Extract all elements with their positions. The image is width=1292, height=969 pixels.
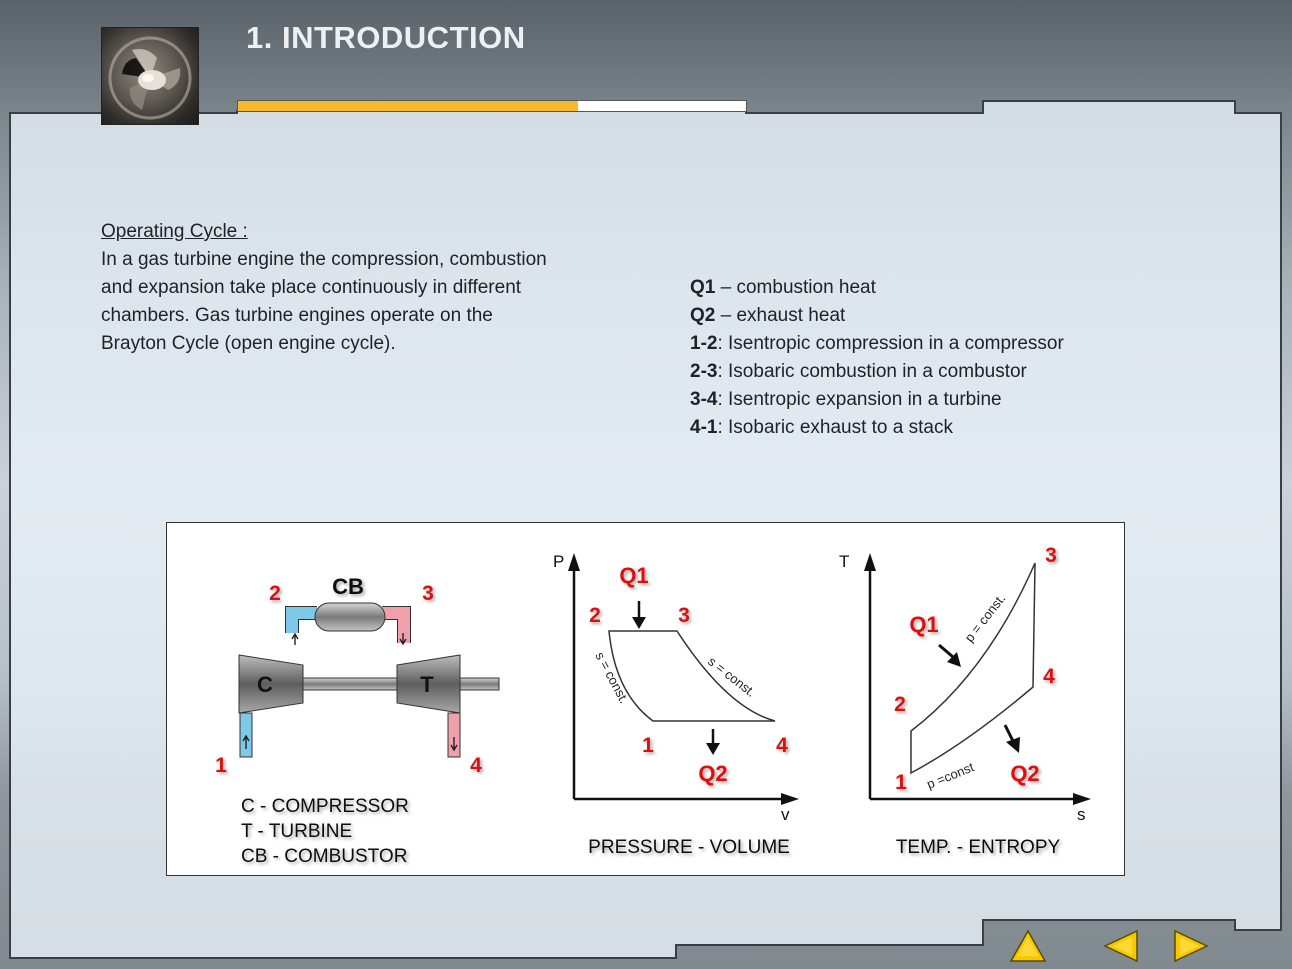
legend-item: Q1 – combustion heat (690, 277, 876, 298)
intro-line: chambers. Gas turbine engines operate on the (101, 305, 493, 326)
shaft (287, 678, 499, 690)
pv-axis-y: P (553, 552, 565, 571)
engine-point-3: 3 (422, 582, 434, 605)
ts-caption: TEMP. - ENTROPY (895, 837, 1061, 858)
pv-s-const-right: s = const. (705, 653, 759, 700)
up-arrow-icon[interactable] (1008, 928, 1048, 964)
engine-schematic (215, 574, 499, 867)
pv-q1-label: Q1 (619, 563, 649, 588)
engine-key-line: CB - COMBUSTOR (241, 846, 408, 867)
section-heading: Operating Cycle : (101, 221, 248, 242)
ts-point-4: 4 (1043, 665, 1055, 688)
legend-item: 1-2: Isentropic compression in a compressor (690, 333, 1064, 354)
ts-p-const-top: p = const. (961, 590, 1009, 645)
brayton-cycle-figure (166, 522, 1125, 876)
ts-q2-label: Q2 (1010, 761, 1040, 786)
combustor-label: CB (332, 574, 364, 599)
pv-axis-x: v (781, 805, 790, 824)
legend-item: 2-3: Isobaric combustion in a combustor (690, 361, 1027, 382)
engine-key-line: T - TURBINE (241, 821, 353, 842)
intro-line: In a gas turbine engine the compression, combustion (101, 249, 547, 270)
intro-line: Brayton Cycle (open engine cycle). (101, 333, 396, 354)
pv-q2-label: Q2 (698, 761, 728, 786)
intro-line: and expansion take place continuously in different (101, 277, 522, 298)
ts-q1-label: Q1 (909, 612, 939, 637)
intro-text (101, 218, 547, 358)
progress-bar (237, 100, 747, 112)
progress-bar-fill (238, 101, 578, 111)
pv-s-const-left: s = const. (592, 649, 632, 706)
pressure-volume-diagram (553, 552, 799, 858)
pv-point-4: 4 (776, 734, 788, 757)
ts-axis-y: T (839, 552, 850, 571)
combustor-body (315, 603, 385, 631)
compressor-label: C (257, 672, 273, 697)
pv-cycle-path (609, 631, 775, 721)
ts-point-1: 1 (895, 771, 907, 794)
pv-point-2: 2 (589, 604, 601, 627)
ts-p-const-bottom: p =const (924, 759, 977, 792)
turbine-logo-image (101, 27, 199, 125)
engine-point-2: 2 (269, 582, 281, 605)
engine-point-1: 1 (215, 754, 227, 777)
engine-key-line: C - COMPRESSOR (241, 796, 409, 817)
legend-item: Q2 – exhaust heat (690, 305, 846, 326)
next-arrow-icon[interactable] (1172, 928, 1210, 964)
pv-point-3: 3 (678, 604, 690, 627)
temperature-entropy-diagram (839, 544, 1091, 858)
ts-axis-x: s (1077, 805, 1086, 824)
cycle-legend (690, 274, 1064, 442)
page-title: 1. INTRODUCTION (246, 20, 526, 55)
pv-caption: PRESSURE - VOLUME (588, 837, 790, 858)
ts-point-2: 2 (894, 693, 906, 716)
legend-item: 3-4: Isentropic expansion in a turbine (690, 389, 1002, 410)
legend-item: 4-1: Isobaric exhaust to a stack (690, 417, 953, 438)
pv-point-1: 1 (642, 734, 654, 757)
engine-point-4: 4 (470, 754, 482, 777)
previous-arrow-icon[interactable] (1102, 928, 1140, 964)
ts-point-3: 3 (1045, 544, 1057, 567)
turbine-label: T (420, 672, 434, 697)
